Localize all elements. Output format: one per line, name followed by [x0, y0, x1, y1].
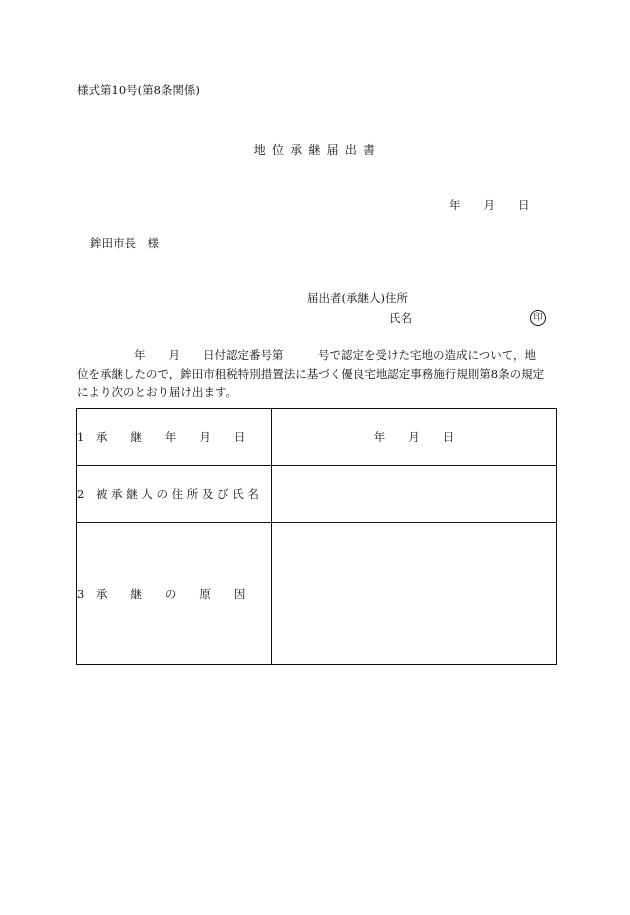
applicant-address-label: 届出者(承継人)住所	[307, 291, 408, 305]
statement-line-2: 位を承継したので，鉾田市租税特別措置法に基づく優良宅地認定事務施行規則第8条の規定	[77, 366, 545, 381]
document-title: 地 位 承 継 届 出 書	[253, 143, 377, 157]
succession-date-label: 1 承 継 年 月 日	[77, 409, 272, 466]
succession-reason-field[interactable]	[272, 523, 557, 665]
addressee: 鉾田市長 様	[90, 236, 159, 250]
table-row	[77, 523, 557, 665]
statement-text	[77, 346, 557, 402]
succession-reason-label: 3 承 継 の 原 因	[77, 523, 272, 665]
submission-date: 年 月 日	[449, 198, 530, 212]
predecessor-info-field[interactable]	[272, 466, 557, 523]
applicant-name-label: 氏名	[389, 311, 412, 325]
details-table	[76, 408, 557, 665]
form-number: 様式第10号(第8条関係)	[77, 83, 200, 97]
table-row	[77, 409, 557, 466]
table-row	[77, 466, 557, 523]
statement-line-1-text: 年 月 日付認定番号第 号で認定を受けた宅地の造成について，地	[134, 348, 537, 362]
seal-icon: 印	[530, 310, 546, 326]
statement-line-1	[77, 346, 557, 365]
succession-date-field[interactable]: 年 月 日	[272, 409, 557, 466]
statement-line-3: により次のとおり届け出ます。	[77, 385, 238, 399]
predecessor-info-label: 2 被 承 継 人 の 住 所 及 び 氏 名	[77, 466, 272, 523]
